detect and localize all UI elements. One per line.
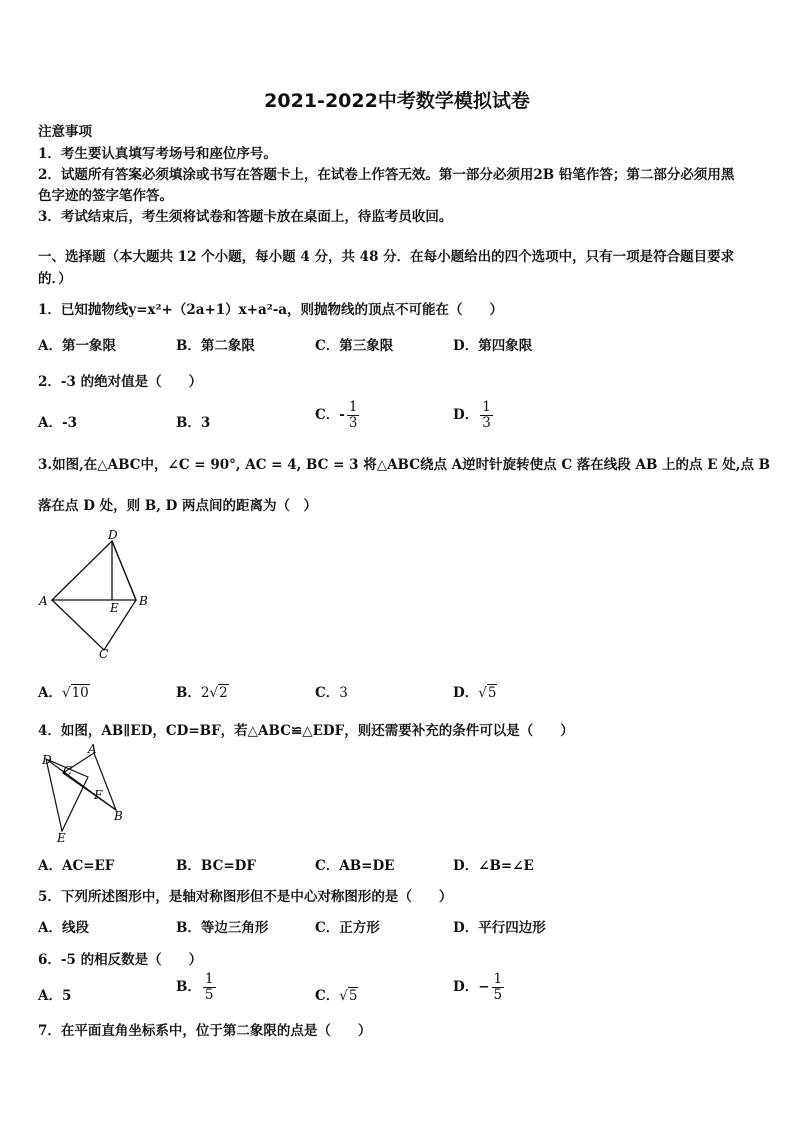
q3-option-a-label: A．	[38, 685, 62, 701]
q6-option-c	[315, 984, 358, 1004]
segment-db	[112, 541, 136, 600]
sqrt-expression: √5	[339, 988, 358, 1004]
denominator: 3	[482, 415, 491, 431]
q3-option-a	[38, 681, 90, 701]
note-item: 色字迹的签字笔作答。	[38, 188, 173, 204]
option-value: 3	[339, 685, 348, 701]
q4-option-b: B．BC=DF	[176, 858, 256, 874]
q3-option-d	[453, 681, 497, 701]
q2-option-c	[315, 400, 359, 431]
radicand: 10	[71, 685, 89, 701]
q4-option-a: A．AC=EF	[38, 858, 115, 874]
label-c: C	[99, 647, 109, 661]
radicand: 2	[219, 685, 228, 701]
q2-option-d-label: D．	[453, 407, 479, 423]
label-c: C	[63, 764, 73, 778]
q6-option-c-label: C．	[315, 988, 340, 1004]
q5-option-d: D．平行四边形	[453, 920, 546, 936]
label-f: F	[94, 788, 103, 802]
question-3-stem-cont: 落在点 D 处，则 B, D 两点间的距离为（ ）	[38, 498, 318, 514]
question-6-stem: 6．-5 的相反数是（ ）	[38, 952, 203, 968]
fraction	[203, 972, 216, 1003]
note-item: 2．试题所有答案必须填涂或书写在答题卡上，在试卷上作答无效。第一部分必须用2B 铅笔作答；第二部分必须用黑	[38, 167, 735, 183]
question-5-stem: 5．下列所述图形中，是轴对称图形但不是中心对称图形的是（ ）	[38, 889, 453, 905]
q1-option-d: D．第四象限	[453, 338, 533, 354]
q6-option-a: A．5	[38, 988, 72, 1004]
sqrt-expression: 2√2	[200, 685, 228, 701]
denominator: 3	[348, 415, 358, 431]
numerator: 1	[482, 399, 491, 415]
page-title: 2021-2022中考数学模拟试卷	[264, 90, 530, 112]
q2-option-d	[453, 400, 493, 431]
fraction	[480, 400, 493, 431]
q4-option-c: C．AB=DE	[315, 858, 395, 874]
numerator: 1	[204, 971, 214, 987]
label-d: D	[42, 753, 52, 767]
triangle-acb	[52, 600, 136, 650]
coefficient: 2	[200, 685, 210, 701]
q2-option-c-label: C．-	[315, 407, 345, 423]
numerator: 1	[348, 399, 358, 415]
note-item: 3．考试结束后，考生须将试卷和答题卡放在桌面上，待监考员收回。	[38, 209, 453, 225]
label-d: D	[108, 528, 118, 542]
q3-option-b	[176, 681, 229, 701]
section-heading: 一、选择题（本大题共 12 个小题，每小题 4 分，共 48 分．在每小题给出的四个选项中，只有一项是符合题目要求	[38, 249, 735, 265]
q2-option-a: A．-3	[38, 415, 77, 431]
sqrt-expression: √5	[478, 685, 497, 701]
segment-db	[46, 759, 116, 810]
q6-option-d	[453, 972, 504, 1003]
fraction	[492, 972, 505, 1003]
q4-figure	[36, 740, 136, 845]
sqrt-expression: √10	[61, 685, 89, 701]
label-a: A	[39, 594, 48, 608]
q6-option-b-label: B．	[176, 979, 201, 995]
label-b: B	[139, 594, 148, 608]
question-3-stem: 3.如图,在△ABC中，∠C = 90°, AC = 4, BC = 3 将△ABC绕点 A逆时针旋转使点 C 落在线段 AB 上的点 E 处,点 B	[38, 457, 771, 473]
question-7-stem: 7．在平面直角坐标系中，位于第二象限的点是（ ）	[38, 1023, 372, 1039]
radicand: 5	[487, 685, 497, 701]
denominator: 5	[204, 987, 214, 1003]
q1-option-a: A．第一象限	[38, 338, 116, 354]
q3-option-c	[315, 681, 348, 701]
denominator: 5	[493, 987, 503, 1003]
q5-option-a: A．线段	[38, 920, 89, 936]
question-1-stem: 1．已知抛物线y=x²+（2a+1）x+a²-a，则抛物线的顶点不可能在（ ）	[38, 302, 504, 318]
q3-option-c-label: C．	[315, 685, 340, 701]
q5-option-b: B．等边三角形	[176, 920, 269, 936]
q1-option-b: B．第二象限	[176, 338, 255, 354]
q6-option-b	[176, 972, 216, 1003]
q4-option-d: D．∠B=∠E	[453, 858, 534, 874]
q1-option-c: C．第三象限	[315, 338, 394, 354]
q2-option-b: B．3	[176, 415, 211, 431]
section-heading-cont: 的．）	[38, 271, 72, 287]
q3-option-d-label: D．	[453, 685, 479, 701]
note-item: 1．考生要认真填写考场号和座位序号。	[38, 146, 277, 162]
q3-option-b-label: B．	[176, 685, 201, 701]
q3-figure	[30, 524, 160, 664]
triangle-abc	[63, 753, 116, 810]
q6-option-d-label: D．−	[453, 979, 490, 995]
question-2-stem: 2．-3 的绝对值是（ ）	[38, 374, 203, 390]
q5-option-c: C．正方形	[315, 920, 380, 936]
label-a: A	[88, 742, 97, 756]
radicand: 5	[348, 988, 358, 1004]
label-e: E	[110, 601, 119, 615]
question-4-stem: 4．如图，AB∥ED，CD=BF，若△ABC≌△EDF，则还需要补充的条件可以是（ ）	[38, 723, 574, 739]
label-e: E	[57, 831, 66, 845]
notes-heading: 注意事项	[38, 124, 92, 140]
label-b: B	[114, 809, 123, 823]
numerator: 1	[493, 971, 503, 987]
fraction	[347, 400, 360, 431]
